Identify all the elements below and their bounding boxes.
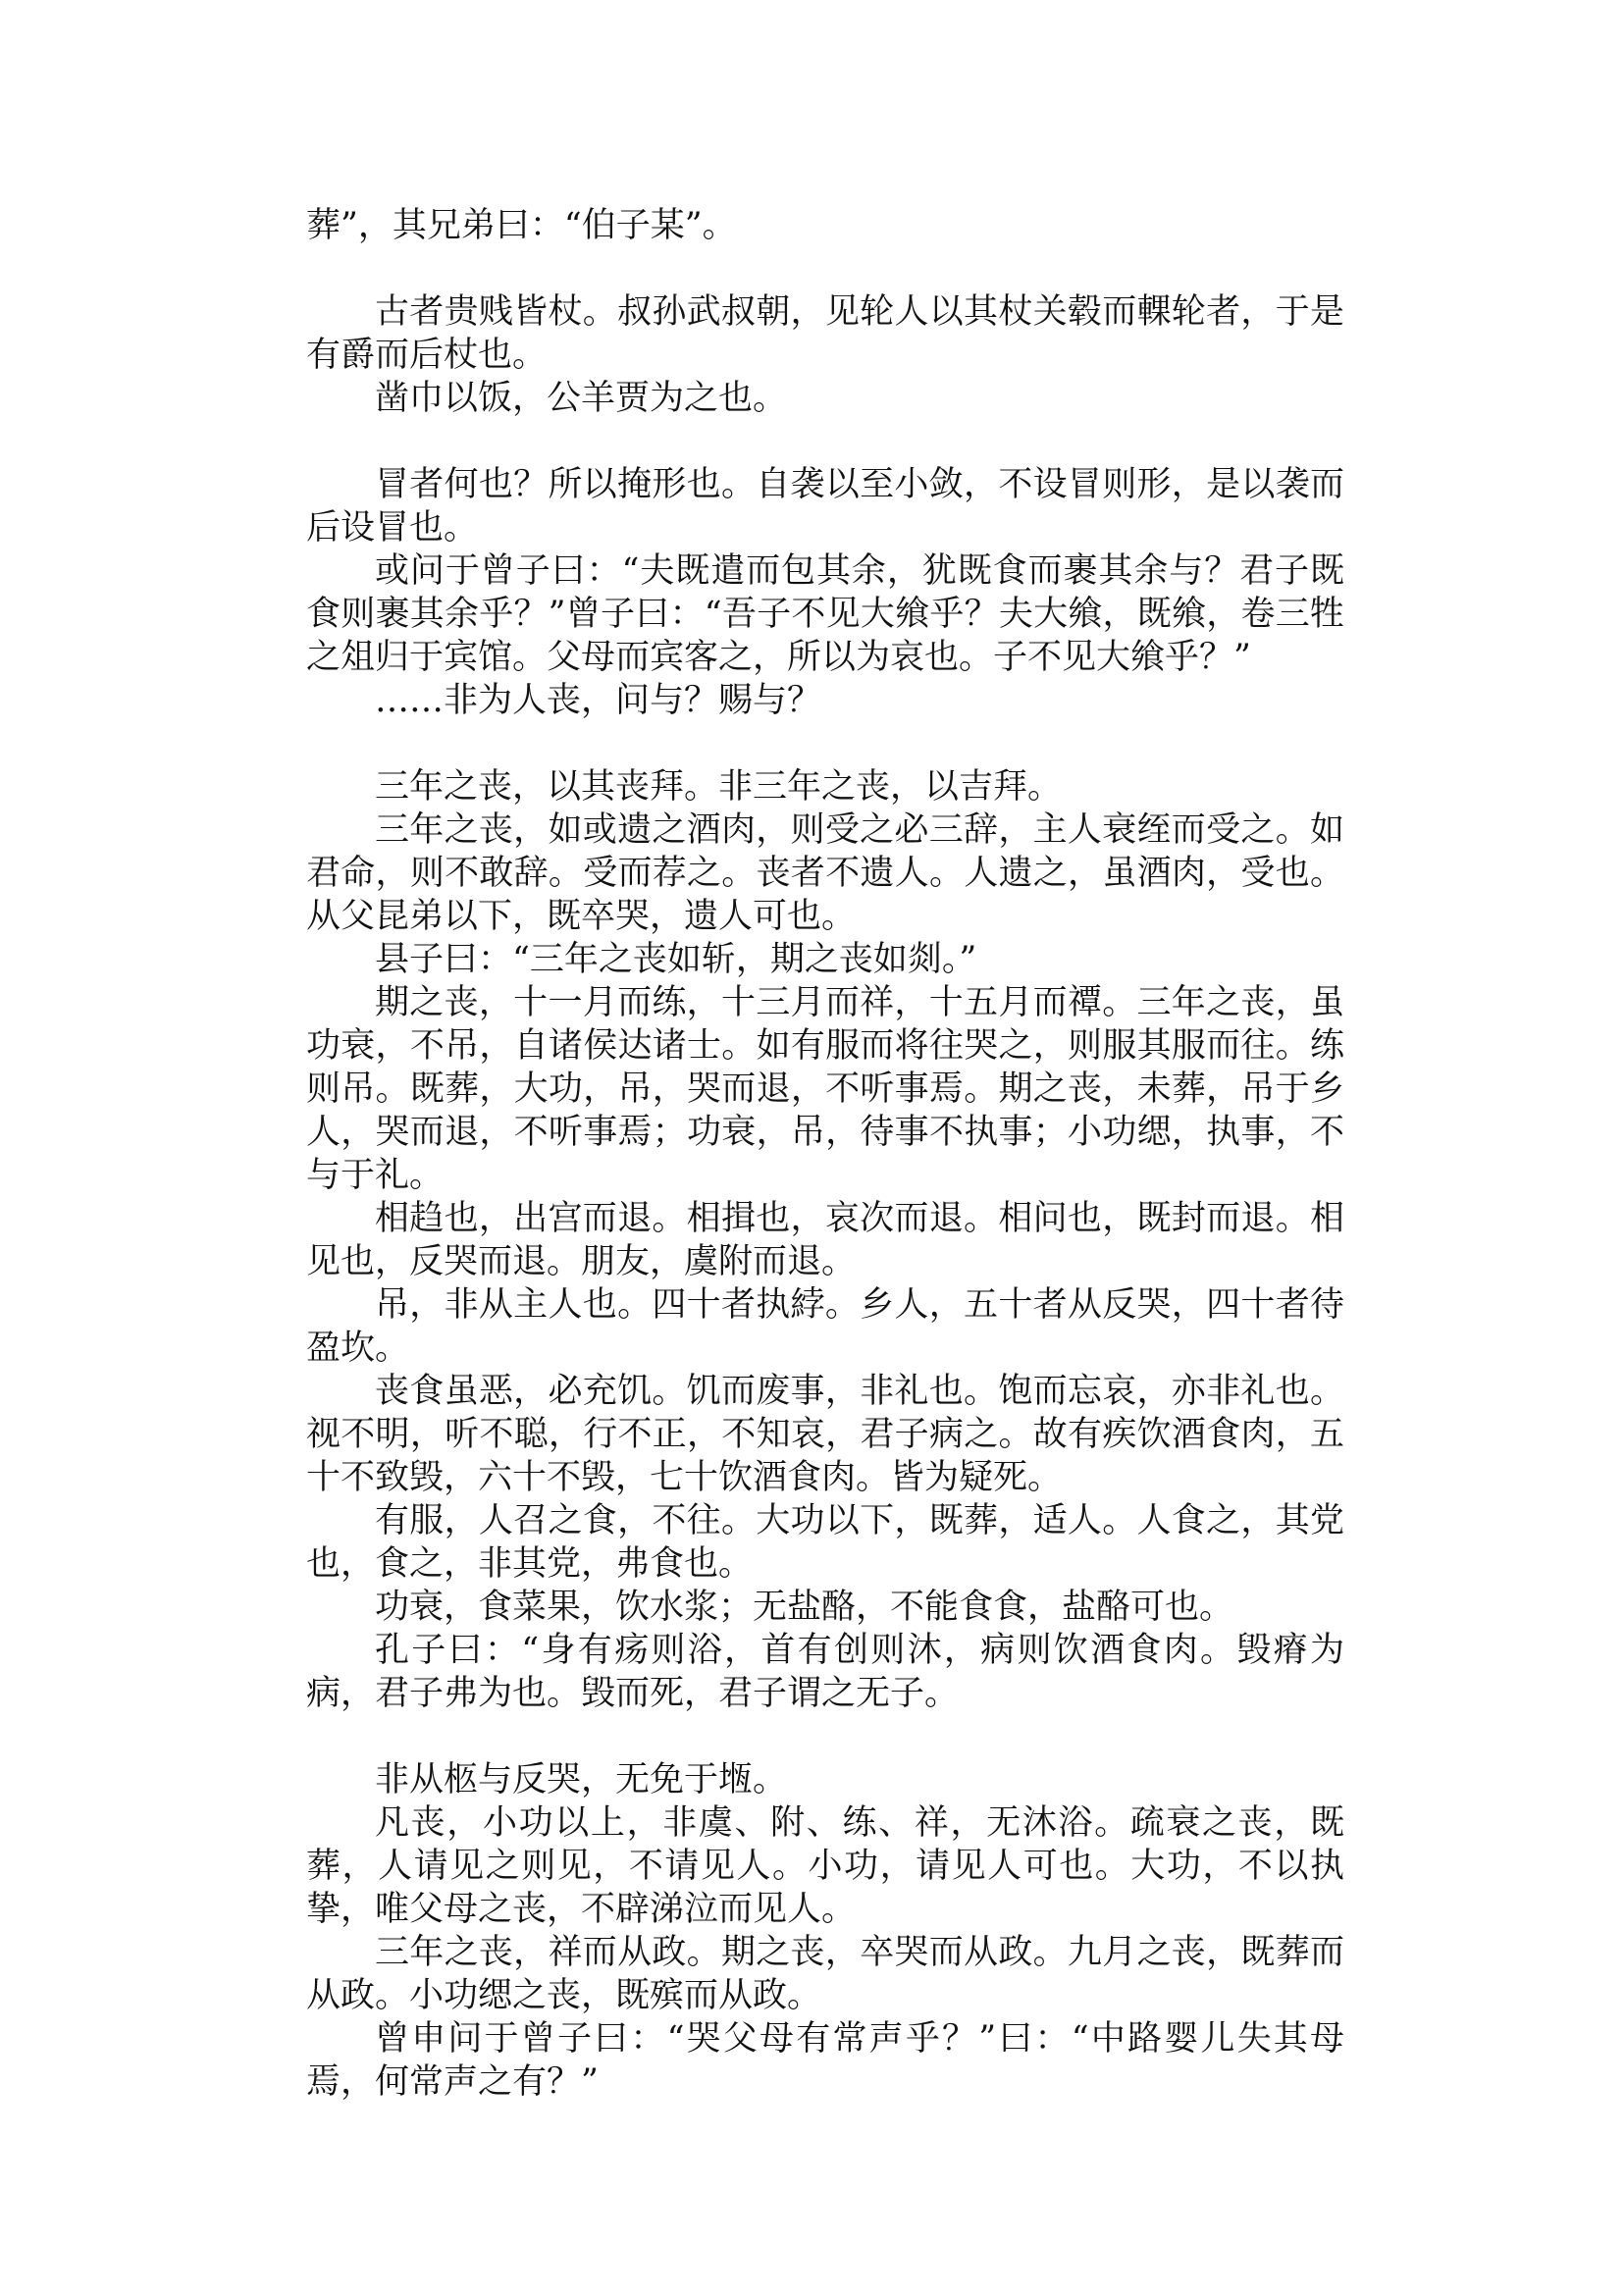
paragraph-9: 县子曰：“三年之丧如斩，期之丧如剡。” — [375, 940, 977, 979]
paragraph-3: 凿巾以饭，公羊贾为之也。 — [375, 379, 788, 418]
paragraph-4: 冒者何也？所以掩形也。自袭以至小敛，不设冒则形，是以袭而后设冒也。 — [306, 465, 1344, 547]
paragraph-8: 三年之丧，如或遗之酒肉，则受之必三辞，主人衰绖而受之。如君命，则不敢辞。受而荐之。丧者不遗人。人遗之，虽酒肉，受也。从父昆弟以下，既卒哭，遗人可也。 — [306, 810, 1344, 936]
paragraph-10: 期之丧，十一月而练，十三月而祥，十五月而禫。三年之丧，虽功衰，不吊，自诸侯达诸士。如有服而将往哭之，则服其服而往。练则吊。既葬，大功，吊，哭而退，不听事焉。期之丧，未葬，吊于乡人，哭而退，不听事焉；功衰，吊，待事不执事；小功缌，执事，不与于礼。 — [306, 983, 1344, 1195]
paragraph-12: 吊，非从主人也。四十者执綍。乡人，五十者从反哭，四十者待盈坎。 — [306, 1285, 1344, 1368]
paragraph-17: 非从柩与反哭，无免于堩。 — [375, 1760, 788, 1799]
paragraph-1: 葬”，其兄弟曰：“伯子某”。 — [306, 206, 737, 245]
paragraph-7: 三年之丧，以其丧拜。非三年之丧，以吉拜。 — [375, 767, 1063, 807]
paragraph-20: 曾申问于曾子曰：“哭父母有常声乎？”曰：“中路婴儿失其母焉，何常声之有？” — [306, 2019, 1344, 2102]
paragraph-5: 或问于曾子曰：“夫既遣而包其余，犹既食而裹其余与？君子既食则裹其余乎？”曾子曰：“吾子不见大飨乎？夫大飨，既飨，卷三牲之俎归于宾馆。父母而宾客之，所以为哀也。子不见大飨乎？” — [306, 551, 1344, 677]
paragraph-15: 功衰，食菜果，饮水浆；无盐酪，不能食食，盐酪可也。 — [375, 1588, 1234, 1627]
paragraph-11: 相趋也，出宫而退。相揖也，哀次而退。相问也，既封而退。相见也，反哭而退。朋友，虞附而退。 — [306, 1199, 1344, 1281]
paragraph-18: 凡丧，小功以上，非虞、附、练、祥，无沐浴。疏衰之丧，既葬，人请见之则见，不请见人。小功，请见人可也。大功，不以执挚，唯父母之丧，不辟涕泣而见人。 — [306, 1803, 1344, 1929]
paragraph-13: 丧食虽恶，必充饥。饥而废事，非礼也。饱而忘哀，亦非礼也。视不明，听不聪，行不正，不知哀，君子病之。故有疾饮酒食肉，五十不致毁，六十不毁，七十饮酒食肉。皆为疑死。 — [306, 1372, 1344, 1497]
paragraph-19: 三年之丧，祥而从政。期之丧，卒哭而从政。九月之丧，既葬而从政。小功缌之丧，既殡而从政。 — [306, 1933, 1344, 2015]
paragraph-16: 孔子曰：“身有疡则浴，首有创则沐，病则饮酒食肉。毁瘠为病，君子弗为也。毁而死，君子谓之无子。 — [306, 1631, 1344, 1713]
paragraph-2: 古者贵贱皆杖。叔孙武叔朝，见轮人以其杖关毂而輠轮者，于是有爵而后杖也。 — [306, 292, 1344, 375]
paragraph-14: 有服，人召之食，不往。大功以下，既葬，适人。人食之，其党也，食之，非其党，弗食也。 — [306, 1501, 1344, 1584]
paragraph-6: ……非为人丧，问与？赐与？ — [375, 681, 822, 720]
